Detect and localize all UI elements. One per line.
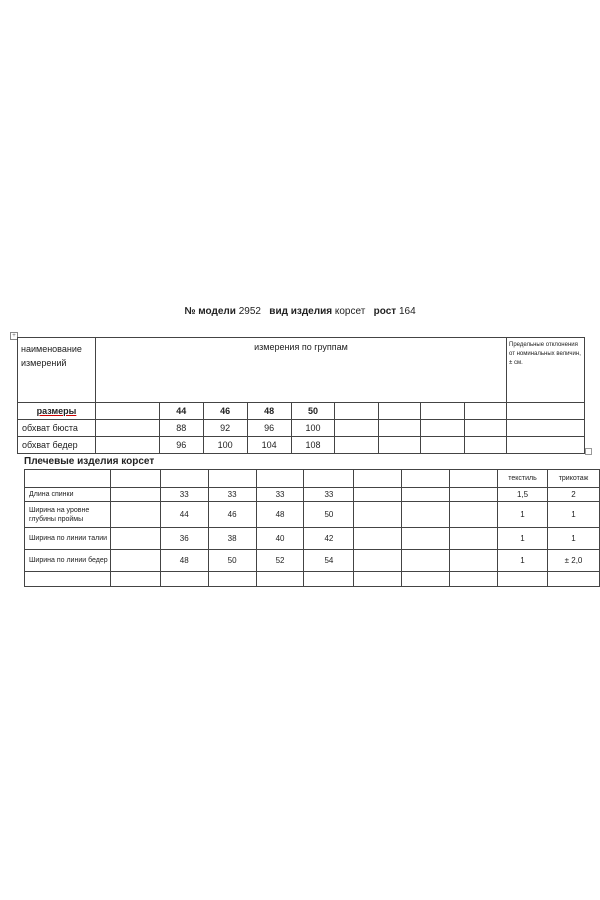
shoulder-items-table (24, 469, 600, 587)
textile-cell: 1,5 (498, 488, 548, 502)
value-cell: 48 (256, 502, 304, 528)
knit-cell: 1 (548, 502, 600, 528)
table-move-handle-icon[interactable]: + (10, 332, 18, 340)
model-value: 2952 (238, 306, 261, 317)
value-cell: 104 (247, 437, 291, 454)
value-cell: 108 (291, 437, 335, 454)
row-label: Длина спинки (25, 488, 111, 502)
textile-cell: 1 (498, 502, 548, 528)
value-cell: 33 (208, 488, 256, 502)
value-cell: 33 (160, 488, 208, 502)
table-row (18, 437, 585, 454)
value-cell: 50 (208, 550, 256, 572)
value-cell: 88 (159, 420, 203, 437)
value-cell: 33 (304, 488, 354, 502)
row-label: Ширина по линии бедер (25, 550, 111, 572)
knit-cell: 2 (548, 488, 600, 502)
table-resize-handle-icon[interactable] (585, 448, 592, 455)
row-label: Ширина на уровне глубины проймы (25, 502, 111, 528)
measurement-name-header (18, 338, 96, 403)
value-cell: 96 (159, 437, 203, 454)
value-cell: 40 (256, 528, 304, 550)
value-cell: 92 (203, 420, 247, 437)
measurement-name-header-line1: наименование (21, 344, 82, 354)
value-cell: 42 (304, 528, 354, 550)
sizes-row (18, 403, 585, 420)
document-header (0, 306, 600, 317)
textile-cell: 1 (498, 550, 548, 572)
groups-header: измерения по группам (95, 338, 506, 403)
size-cell: 50 (291, 403, 335, 420)
textile-header: текстиль (498, 470, 548, 488)
size-cell: 44 (159, 403, 203, 420)
table-row (25, 502, 600, 528)
model-label: № модели (184, 306, 236, 317)
type-label: вид изделия (269, 306, 333, 317)
measurement-name-header-line2: измерений (21, 358, 67, 368)
knit-header: трикотаж (548, 470, 600, 488)
height-label: рост (373, 306, 397, 317)
value-cell: 52 (256, 550, 304, 572)
value-cell: 46 (208, 502, 256, 528)
knit-cell: 1 (548, 528, 600, 550)
value-cell: 100 (203, 437, 247, 454)
value-cell: 33 (256, 488, 304, 502)
value-cell: 36 (160, 528, 208, 550)
value-cell: 44 (160, 502, 208, 528)
value-cell: 48 (160, 550, 208, 572)
type-value: корсет (334, 306, 366, 317)
value-cell: 54 (304, 550, 354, 572)
row-label: обхват бедер (18, 437, 96, 454)
row-label: обхват бюста (18, 420, 96, 437)
textile-cell: 1 (498, 528, 548, 550)
value-cell: 38 (208, 528, 256, 550)
value-cell: 50 (304, 502, 354, 528)
empty-row (25, 572, 600, 587)
sizes-label: размеры (18, 403, 96, 420)
table-row (25, 528, 600, 550)
table-row (25, 488, 600, 502)
section-title: Плечевые изделия корсет (24, 456, 155, 467)
height-value: 164 (398, 306, 416, 317)
table-row (18, 420, 585, 437)
knit-cell: ± 2,0 (548, 550, 600, 572)
size-measurements-table (17, 337, 585, 454)
size-cell: 48 (247, 403, 291, 420)
header-row (25, 470, 600, 488)
value-cell: 100 (291, 420, 335, 437)
row-label: Ширина по линии талии (25, 528, 111, 550)
value-cell: 96 (247, 420, 291, 437)
table-row (25, 550, 600, 572)
deviation-header: Предельные отклонения от номинальных величин, ± см. (507, 338, 585, 403)
size-cell: 46 (203, 403, 247, 420)
